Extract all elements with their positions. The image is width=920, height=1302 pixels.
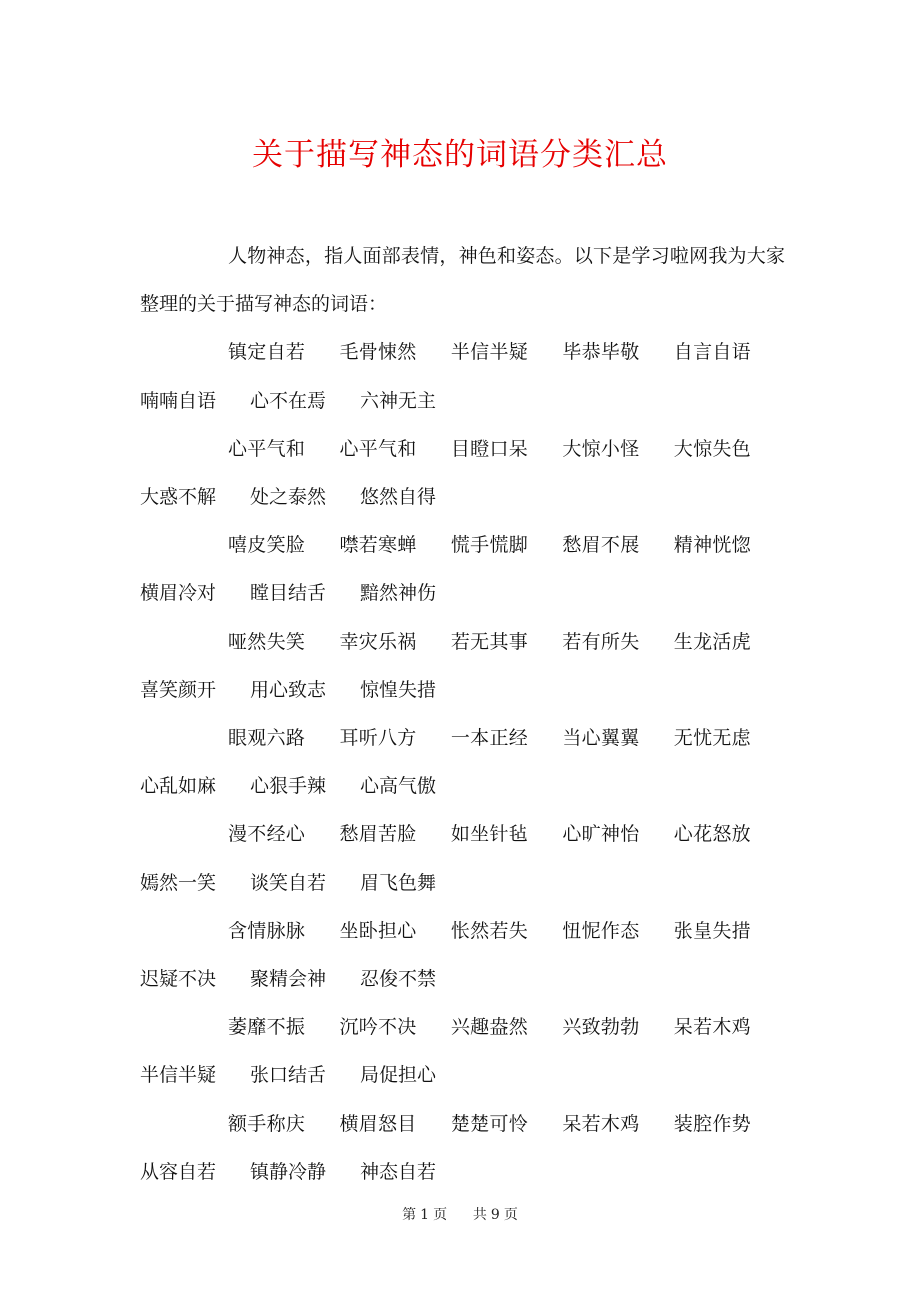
word-group xyxy=(140,425,785,521)
word-item: 喜笑颜开 xyxy=(140,678,217,701)
document-title: 关于描写神态的词语分类汇总 xyxy=(252,136,668,173)
word-item: 耳听八方 xyxy=(339,727,417,750)
word-group xyxy=(140,1003,785,1099)
word-item: 瞠目结舌 xyxy=(250,582,327,605)
word-item: 兴致勃勃 xyxy=(562,1016,640,1039)
word-item: 愁眉苦脸 xyxy=(339,823,417,846)
word-item: 喃喃自语 xyxy=(140,389,217,412)
word-item: 哑然失笑 xyxy=(228,630,306,653)
word-item: 心不在焉 xyxy=(250,389,327,412)
word-group xyxy=(140,714,785,810)
word-group xyxy=(140,521,785,617)
word-item: 心旷神怡 xyxy=(562,823,640,846)
word-item: 噤若寒蝉 xyxy=(339,534,417,557)
word-item: 心乱如麻 xyxy=(140,775,217,798)
word-item: 横眉怒目 xyxy=(339,1112,417,1135)
word-item: 呆若木鸡 xyxy=(673,1016,751,1039)
word-group xyxy=(140,328,785,424)
word-item: 忸怩作态 xyxy=(562,919,640,942)
word-item: 忍俊不禁 xyxy=(360,968,437,991)
word-item: 自言自语 xyxy=(673,341,751,364)
word-item: 坐卧担心 xyxy=(339,919,417,942)
word-item: 惊惶失措 xyxy=(360,678,437,701)
word-item: 毕恭毕敬 xyxy=(562,341,640,364)
word-item: 楚楚可怜 xyxy=(450,1112,529,1135)
word-item: 幸灾乐祸 xyxy=(339,630,417,653)
word-item: 呆若木鸡 xyxy=(562,1112,640,1135)
word-item: 六神无主 xyxy=(360,389,437,412)
total-prefix: 共 xyxy=(472,1207,487,1223)
word-item: 慌手慌脚 xyxy=(450,534,529,557)
word-item: 心花怒放 xyxy=(673,823,751,846)
word-item: 黯然神伤 xyxy=(360,582,437,605)
word-item: 目瞪口呆 xyxy=(450,437,529,460)
word-item: 生龙活虎 xyxy=(673,630,751,653)
word-group xyxy=(140,907,785,1003)
word-item: 用心致志 xyxy=(250,678,327,701)
total-pages: 9 xyxy=(490,1207,500,1223)
word-item: 谈笑自若 xyxy=(250,871,327,894)
word-item: 从容自若 xyxy=(140,1160,217,1183)
word-item: 萎靡不振 xyxy=(228,1016,306,1039)
word-item: 若有所失 xyxy=(562,630,640,653)
word-item: 半信半疑 xyxy=(140,1064,217,1087)
word-item: 眉飞色舞 xyxy=(360,871,437,894)
word-item: 如坐针毡 xyxy=(450,823,529,846)
word-item: 愁眉不展 xyxy=(562,534,640,557)
word-item: 张口结舌 xyxy=(250,1064,327,1087)
page-suffix: 页 xyxy=(433,1207,448,1223)
word-item: 镇定自若 xyxy=(228,341,306,364)
word-item: 无忧无虑 xyxy=(673,727,751,750)
word-item: 怅然若失 xyxy=(450,919,529,942)
word-group xyxy=(140,810,785,906)
word-item: 悠然自得 xyxy=(360,486,437,509)
word-item: 精神恍惚 xyxy=(673,534,751,557)
word-item: 漫不经心 xyxy=(228,823,306,846)
word-item: 沉吟不决 xyxy=(339,1016,417,1039)
word-item: 额手称庆 xyxy=(228,1112,306,1135)
word-item: 嫣然一笑 xyxy=(140,871,217,894)
word-item: 横眉冷对 xyxy=(140,582,217,605)
word-item: 大惊失色 xyxy=(673,437,751,460)
word-group xyxy=(140,1100,785,1196)
word-item: 镇静冷静 xyxy=(250,1160,327,1183)
intro-paragraph: 人物神态，指人面部表情，神色和姿态。以下是学习啦网我为大家整理的关于描写神态的词语： xyxy=(140,245,785,316)
word-item: 大惊小怪 xyxy=(562,437,640,460)
word-item: 眼观六路 xyxy=(228,727,306,750)
word-item: 毛骨悚然 xyxy=(339,341,417,364)
word-groups xyxy=(140,328,785,1196)
page-indicator xyxy=(400,1207,449,1223)
word-item: 大惑不解 xyxy=(140,486,217,509)
word-item: 神态自若 xyxy=(360,1160,437,1183)
word-item: 聚精会神 xyxy=(250,968,327,991)
page-footer xyxy=(0,1205,920,1225)
word-item: 当心翼翼 xyxy=(562,727,640,750)
word-item: 半信半疑 xyxy=(450,341,529,364)
word-item: 一本正经 xyxy=(450,727,529,750)
word-item: 含情脉脉 xyxy=(228,919,306,942)
word-item: 处之泰然 xyxy=(250,486,327,509)
total-pages-indicator xyxy=(471,1207,520,1223)
word-item: 迟疑不决 xyxy=(140,968,217,991)
page-number: 1 xyxy=(420,1207,430,1223)
page-prefix: 第 xyxy=(402,1207,417,1223)
word-item: 心平气和 xyxy=(339,437,417,460)
word-item: 装腔作势 xyxy=(673,1112,751,1135)
word-item: 张皇失措 xyxy=(673,919,751,942)
word-item: 局促担心 xyxy=(360,1064,437,1087)
total-suffix: 页 xyxy=(503,1207,518,1223)
word-item: 若无其事 xyxy=(450,630,529,653)
word-group xyxy=(140,618,785,714)
word-item: 心狠手辣 xyxy=(250,775,327,798)
word-item: 嘻皮笑脸 xyxy=(228,534,306,557)
word-item: 心高气傲 xyxy=(360,775,437,798)
word-item: 兴趣盎然 xyxy=(450,1016,529,1039)
document-body xyxy=(140,232,785,1196)
word-item: 心平气和 xyxy=(228,437,306,460)
